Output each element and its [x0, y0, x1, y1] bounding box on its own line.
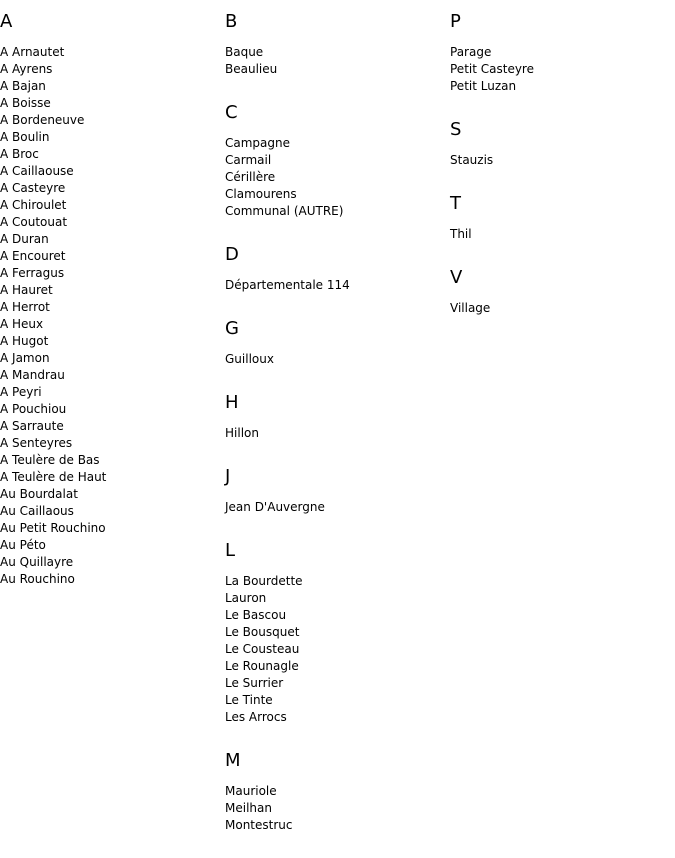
place-link-meilhan[interactable]: Meilhan — [225, 801, 272, 815]
place-link-campagne[interactable]: Campagne — [225, 136, 290, 150]
letter-heading: L — [225, 540, 236, 561]
place-link-le-bousquet[interactable]: Le Bousquet — [225, 625, 300, 639]
place-link-a-ayrens[interactable]: A Ayrens — [0, 62, 53, 76]
place-link-a-pouchiou[interactable]: A Pouchiou — [0, 402, 67, 416]
place-link-communal-autre[interactable]: Communal (AUTRE) — [225, 204, 344, 218]
letter-heading: A — [0, 11, 13, 32]
place-link-a-mandrau[interactable]: A Mandrau — [0, 368, 65, 382]
place-link-a-boisse[interactable]: A Boisse — [0, 96, 51, 110]
place-link-a-hauret[interactable]: A Hauret — [0, 283, 53, 297]
place-list — [225, 44, 447, 78]
place-link-a-duran[interactable]: A Duran — [0, 232, 49, 246]
place-link-a-hugot[interactable]: A Hugot — [0, 334, 49, 348]
place-link-a-caillaouse[interactable]: A Caillaouse — [0, 164, 74, 178]
place-link-a-chiroulet[interactable]: A Chiroulet — [0, 198, 67, 212]
letter-group-p — [450, 11, 672, 95]
place-link-petit-casteyre[interactable]: Petit Casteyre — [450, 62, 534, 76]
letter-group-l — [225, 540, 447, 726]
index-column-3 — [450, 11, 672, 341]
letter-heading: P — [450, 11, 461, 32]
place-link-les-arrocs[interactable]: Les Arrocs — [225, 710, 287, 724]
letter-heading: J — [225, 466, 231, 487]
place-list — [225, 135, 447, 220]
letter-group-v — [450, 267, 672, 317]
place-link-au-caillaous[interactable]: Au Caillaous — [0, 504, 74, 518]
place-link-mauriole[interactable]: Mauriole — [225, 784, 277, 798]
place-link-a-casteyre[interactable]: A Casteyre — [0, 181, 66, 195]
place-link-au-bourdalat[interactable]: Au Bourdalat — [0, 487, 78, 501]
letter-heading: C — [225, 102, 238, 123]
place-link-guilloux[interactable]: Guilloux — [225, 352, 274, 366]
index-column-1 — [0, 11, 222, 612]
place-link-hillon[interactable]: Hillon — [225, 426, 259, 440]
place-list — [225, 783, 447, 834]
place-link-a-arnautet[interactable]: A Arnautet — [0, 45, 65, 59]
letter-group-t — [450, 193, 672, 243]
place-link-au-rouchino[interactable]: Au Rouchino — [0, 572, 75, 586]
place-link-clamourens[interactable]: Clamourens — [225, 187, 297, 201]
place-link-petit-luzan[interactable]: Petit Luzan — [450, 79, 517, 93]
place-link-a-heux[interactable]: A Heux — [0, 317, 44, 331]
place-link-departementale-114[interactable]: Départementale 114 — [225, 278, 350, 292]
place-link-baque[interactable]: Baque — [225, 45, 264, 59]
place-list — [450, 152, 672, 169]
place-link-le-rounagle[interactable]: Le Rounagle — [225, 659, 299, 673]
place-link-au-petit-rouchino[interactable]: Au Petit Rouchino — [0, 521, 106, 535]
letter-heading: B — [225, 11, 238, 32]
place-link-le-cousteau[interactable]: Le Cousteau — [225, 642, 300, 656]
place-link-le-tinte[interactable]: Le Tinte — [225, 693, 273, 707]
place-link-au-quillayre[interactable]: Au Quillayre — [0, 555, 74, 569]
letter-group-d — [225, 244, 447, 294]
place-link-a-ferragus[interactable]: A Ferragus — [0, 266, 65, 280]
place-list — [450, 226, 672, 243]
place-link-thil[interactable]: Thil — [450, 227, 472, 241]
place-list — [225, 277, 447, 294]
place-link-lauron[interactable]: Lauron — [225, 591, 267, 605]
place-link-a-jamon[interactable]: A Jamon — [0, 351, 50, 365]
letter-heading: T — [450, 193, 461, 214]
place-link-a-bajan[interactable]: A Bajan — [0, 79, 46, 93]
place-link-village[interactable]: Village — [450, 301, 491, 315]
place-link-a-encouret[interactable]: A Encouret — [0, 249, 66, 263]
place-link-le-surrier[interactable]: Le Surrier — [225, 676, 284, 690]
place-link-beaulieu[interactable]: Beaulieu — [225, 62, 278, 76]
place-link-montestruc[interactable]: Montestruc — [225, 818, 293, 832]
place-link-a-peyri[interactable]: A Peyri — [0, 385, 42, 399]
letter-group-m — [225, 750, 447, 834]
letter-heading: G — [225, 318, 239, 339]
letter-heading: H — [225, 392, 239, 413]
letter-group-g — [225, 318, 447, 368]
place-list — [225, 351, 447, 368]
letter-heading: D — [225, 244, 239, 265]
place-link-carmail[interactable]: Carmail — [225, 153, 272, 167]
letter-group-a — [0, 11, 222, 588]
letter-group-c — [225, 102, 447, 220]
place-link-a-teulere-de-haut[interactable]: A Teulère de Haut — [0, 470, 107, 484]
place-link-jean-d-auvergne[interactable]: Jean D'Auvergne — [225, 500, 325, 514]
letter-group-j — [225, 466, 447, 516]
place-link-le-bascou[interactable]: Le Bascou — [225, 608, 287, 622]
place-list — [450, 300, 672, 317]
place-link-a-senteyres[interactable]: A Senteyres — [0, 436, 73, 450]
place-link-au-peto[interactable]: Au Péto — [0, 538, 46, 552]
letter-heading: S — [450, 119, 462, 140]
place-link-a-broc[interactable]: A Broc — [0, 147, 39, 161]
place-link-a-coutouat[interactable]: A Coutouat — [0, 215, 68, 229]
letter-group-b — [225, 11, 447, 78]
place-list — [450, 44, 672, 95]
letter-heading: M — [225, 750, 241, 771]
place-link-la-bourdette[interactable]: La Bourdette — [225, 574, 303, 588]
letter-group-h — [225, 392, 447, 442]
letter-heading: V — [450, 267, 463, 288]
place-link-a-boulin[interactable]: A Boulin — [0, 130, 50, 144]
place-list — [0, 44, 222, 588]
place-link-cerillere[interactable]: Cérillère — [225, 170, 276, 184]
place-list — [225, 573, 447, 726]
place-link-a-sarraute[interactable]: A Sarraute — [0, 419, 64, 433]
place-list — [225, 425, 447, 442]
index-column-2 — [225, 11, 447, 858]
letter-group-s — [450, 119, 672, 169]
place-link-a-herrot[interactable]: A Herrot — [0, 300, 50, 314]
place-list — [225, 499, 447, 516]
place-link-stauzis[interactable]: Stauzis — [450, 153, 494, 167]
place-link-a-bordeneuve[interactable]: A Bordeneuve — [0, 113, 85, 127]
place-link-parage[interactable]: Parage — [450, 45, 492, 59]
place-link-a-teulere-de-bas[interactable]: A Teulère de Bas — [0, 453, 100, 467]
